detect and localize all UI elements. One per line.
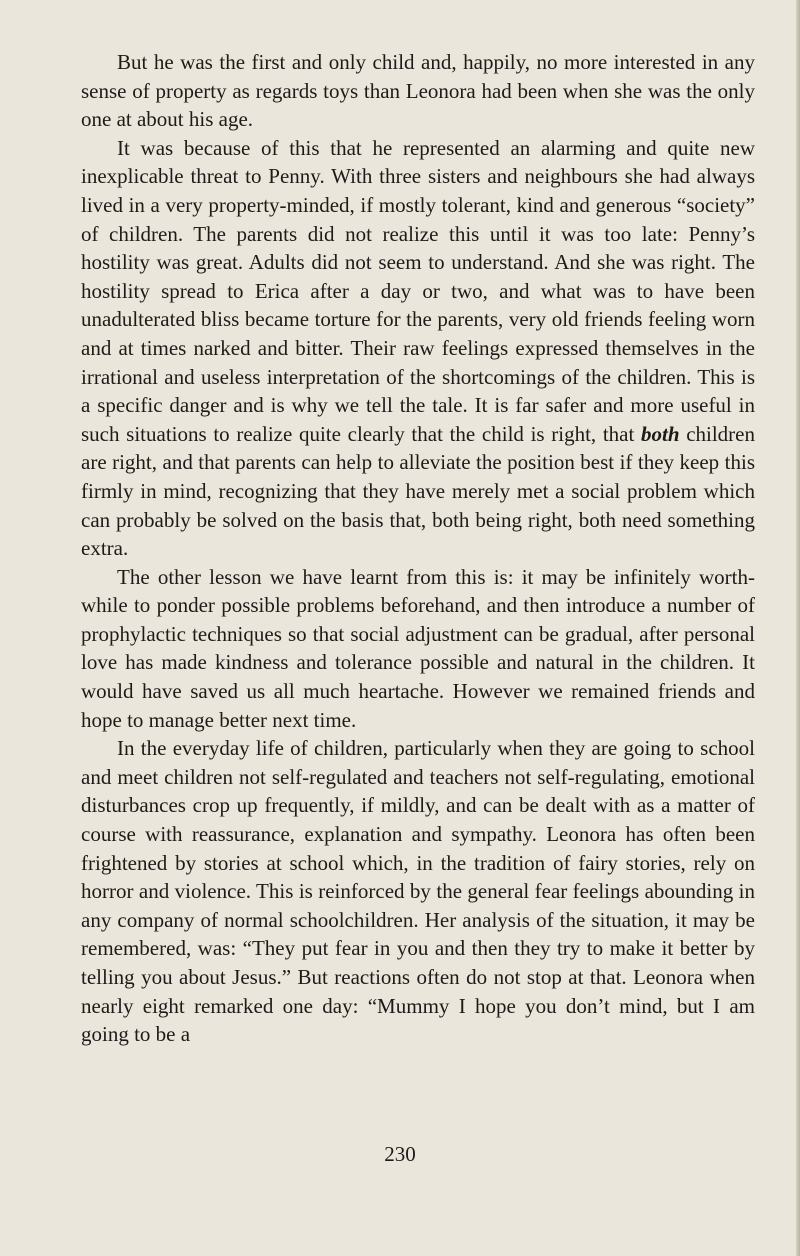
page-edge-shadow [796, 0, 800, 1256]
paragraph-1: But he was the first and only child and, happily, no more interested in any sense of property as regards toys than Leonora had been when she was the only one at about his age. [81, 50, 755, 132]
paragraph-3: The other lesson we have learnt from this is: it may be infinitely worth-while to ponder possible problems beforehand, and then introduce a number of prophylactic techniques so that social adjustment can be gradual, after personal love has made kindness and tolerance possible and natural in the children. It would have saved us all much heartache. However we remained friends and hope to manage better next time. [81, 564, 755, 732]
paragraph-2 [81, 134, 755, 563]
paragraph-2-text-after: children are right, and that parents can help to alleviate the position best if they keep this firmly in mind, recognizing that they have merely met a social problem which can probably be solved on the basis that, both being right, both need something extra. [81, 421, 755, 561]
paragraph-2-text-before: It was because of this that he represented an alarming and quite new inexplicable threat to Penny. With three sisters and neighbours she had always lived in a very property-minded, if mostly tolerant, kind and generous “society” of children. The parents did not realize this until it was too late: Penny’s hostility was great. Adults did not seem to understand. And she was right. The hostility spread to Erica after a day or two, and what was to have been unadulterated bliss became torture for the parents, very old friends feeling worn and at times narked and bitter. Their raw feelings expressed themselves in the irrational and useless interpretation of the shortcomings of the children. This is a specific danger and is why we tell the tale. It is far safer and more useful in such situations to realize quite clearly that the child is right, that [81, 135, 755, 446]
paragraph-4: In the everyday life of children, particularly when they are going to school and meet children not self-regulated and teachers not self-regulating, emotional disturbances crop up frequently, if mildly, and can be dealt with as a matter of course with reassurance, explanation and sympathy. Leonora has often been frightened by stories at school which, in the tradition of fairy stories, rely on horror and violence. This is reinforced by the general fear feelings abounding in any company of normal schoolchildren. Her analysis of the situation, it may be remembered, was: “They put fear in you and then they try to make it better by telling you about Jesus.” But reactions often do not stop at that. Leonora when nearly eight remarked one day: “Mummy I hope you don’t mind, but I am going to be a [81, 736, 755, 1047]
emphasis-both: both [641, 421, 680, 446]
page-body [81, 48, 755, 1049]
page-number: 230 [384, 1142, 416, 1166]
